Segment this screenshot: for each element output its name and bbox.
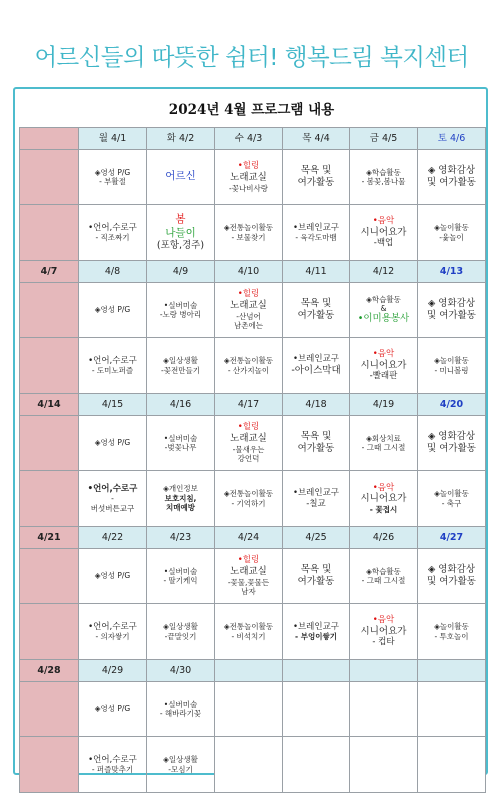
program-line: 및 여가활동 — [427, 576, 476, 587]
program-line: - 부엉이쌓기 — [295, 632, 337, 642]
program-line: •언어,수로구 — [88, 621, 137, 632]
program-cell — [350, 471, 418, 527]
day-header: 금 4/5 — [350, 128, 418, 150]
program-line: - 산가지놀이 — [227, 365, 270, 375]
program-line: 강언덕 — [237, 454, 260, 464]
program-cell — [79, 682, 147, 737]
program-cell — [418, 338, 486, 394]
program-line: -윷놀이 — [439, 232, 464, 242]
program-cell — [283, 549, 350, 604]
program-line: ◈놀이활동 — [434, 223, 469, 233]
program-line: 시니어요가 — [360, 359, 407, 371]
program-line: ◈영성 P/G — [94, 704, 131, 714]
program-line: •힐링 — [237, 289, 260, 300]
program-line: •실버미술 — [163, 699, 198, 709]
program-line: - 투호놀이 — [434, 631, 469, 641]
program-cell — [215, 737, 283, 793]
program-line: -끝말잇기 — [164, 631, 197, 641]
program-line: 버섯버튼교구 — [90, 503, 135, 513]
day-header: 4/27 — [418, 527, 486, 549]
program-line: ◈영성 P/G — [94, 438, 131, 448]
program-cell — [147, 150, 215, 205]
program-line: ◈학습활동 — [366, 167, 401, 177]
program-line: ◈전통놀이활동 — [223, 622, 274, 632]
schedule-table — [19, 127, 486, 793]
program-cell — [418, 737, 486, 793]
program-line: - 비석치기 — [231, 631, 266, 641]
program-line: 여가활동 — [297, 443, 335, 454]
program-line: ◈영성 P/G — [94, 571, 131, 581]
day-header: 4/22 — [79, 527, 147, 549]
program-cell — [147, 283, 215, 338]
program-line: •힐링 — [237, 161, 260, 172]
program-cell — [418, 416, 486, 471]
program-line: •실버미술 — [163, 566, 198, 576]
sunday-date: 4/7 — [20, 261, 79, 283]
program-cell — [215, 549, 283, 604]
program-line: 봄 — [175, 213, 186, 226]
program-cell — [350, 604, 418, 660]
program-cell — [418, 604, 486, 660]
program-line: 남촌에는 — [234, 321, 263, 331]
program-line: - 미니볼링 — [434, 365, 469, 375]
program-line: 목욕 및 — [300, 165, 332, 177]
program-cell — [350, 682, 418, 737]
program-cell — [350, 283, 418, 338]
side-cell — [20, 737, 79, 793]
day-header: 4/24 — [215, 527, 283, 549]
program-cell — [418, 549, 486, 604]
program-line: 노래교실 — [230, 433, 267, 444]
program-line: -꽃나비사랑 — [229, 183, 268, 193]
program-cell — [418, 471, 486, 527]
program-line: •언어,수로구 — [88, 754, 137, 765]
program-cell — [215, 283, 283, 338]
day-header: 4/13 — [418, 261, 486, 283]
morning-row — [20, 283, 486, 338]
program-line: 목욕 및 — [300, 564, 332, 576]
program-line: - 부활절 — [99, 177, 126, 186]
side-cell — [20, 205, 79, 261]
sunday-date — [20, 128, 79, 150]
program-line: ◈영성 P/G — [94, 167, 131, 177]
morning-row — [20, 150, 486, 205]
day-header: 4/20 — [418, 394, 486, 416]
day-header: 4/11 — [283, 261, 350, 283]
program-line: •음악 — [372, 482, 395, 493]
program-cell — [147, 416, 215, 471]
program-line: ◈전통놀이활동 — [223, 223, 274, 233]
program-line: -꽃물,꽃물든 — [227, 577, 270, 587]
program-line: •이미용봉사 — [357, 313, 410, 325]
program-line: 시니어요가 — [360, 493, 407, 505]
program-line: -빨래판 — [369, 371, 398, 382]
program-cell — [147, 338, 215, 394]
program-line: ◈전통놀이활동 — [223, 356, 274, 366]
program-cell — [147, 471, 215, 527]
day-header: 토 4/6 — [418, 128, 486, 150]
day-header: 4/9 — [147, 261, 215, 283]
program-line: -모심기 — [168, 764, 193, 774]
program-line: 여가활동 — [297, 576, 335, 587]
program-line: ◈회상치료 — [366, 433, 401, 443]
program-line: - 도미노퍼즐 — [91, 366, 134, 376]
day-header: 수 4/3 — [215, 128, 283, 150]
program-line: - 컵타 — [372, 637, 395, 648]
morning-row — [20, 682, 486, 737]
program-line: -노랑 병아리 — [159, 310, 202, 319]
program-line: - 보물찾기 — [231, 232, 266, 242]
program-line: ◈영성 P/G — [94, 305, 131, 315]
program-line: ◈놀이활동 — [434, 489, 469, 499]
side-cell — [20, 604, 79, 660]
program-line: - 육각도마뱀 — [295, 233, 337, 243]
program-cell — [147, 549, 215, 604]
program-line: ◈학습활동 — [366, 294, 401, 304]
afternoon-row — [20, 737, 486, 793]
sunday-date: 4/14 — [20, 394, 79, 416]
program-line: 노래교실 — [230, 566, 267, 577]
program-line: -꽃전만들기 — [161, 365, 200, 375]
program-line: -산넘어 — [236, 311, 261, 321]
program-cell — [283, 604, 350, 660]
morning-row — [20, 549, 486, 604]
program-cell — [147, 604, 215, 660]
program-cell — [79, 283, 147, 338]
afternoon-row — [20, 471, 486, 527]
program-line: 및 여가활동 — [427, 443, 476, 454]
sunday-date: 4/21 — [20, 527, 79, 549]
program-line: - 퍼즐맞추기 — [91, 765, 134, 775]
week-header-row — [20, 394, 486, 416]
program-line: -물새우는 — [232, 444, 265, 454]
program-line: 어르신 — [165, 170, 196, 183]
program-cell — [79, 150, 147, 205]
day-header: 4/15 — [79, 394, 147, 416]
program-line: -아이스막대 — [291, 364, 341, 376]
program-cell — [350, 205, 418, 261]
program-line: - 그때 그시절 — [361, 443, 406, 452]
program-line: 시니어요가 — [360, 625, 407, 637]
program-line: 목욕 및 — [300, 431, 332, 443]
side-cell — [20, 283, 79, 338]
day-header — [215, 660, 283, 682]
day-header: 월 4/1 — [79, 128, 147, 150]
program-line: •음악 — [372, 348, 395, 359]
day-header: 4/19 — [350, 394, 418, 416]
day-header: 4/8 — [79, 261, 147, 283]
program-cell — [215, 150, 283, 205]
program-line: -칠교 — [306, 498, 326, 509]
program-line: •언어,수로구 — [88, 355, 137, 366]
program-line: - 꽃접시 — [369, 505, 398, 515]
sunday-date: 4/28 — [20, 660, 79, 682]
day-header — [350, 660, 418, 682]
program-line: ◈ 영화감상 — [427, 165, 476, 177]
day-header: 4/30 — [147, 660, 215, 682]
program-cell — [79, 471, 147, 527]
side-cell — [20, 150, 79, 205]
program-cell — [79, 416, 147, 471]
program-cell — [283, 471, 350, 527]
day-header: 4/10 — [215, 261, 283, 283]
week-header-row — [20, 660, 486, 682]
program-cell — [283, 737, 350, 793]
program-line: ◈학습활동 — [366, 566, 401, 576]
program-line: ◈놀이활동 — [434, 622, 469, 632]
program-line: - 축구 — [441, 498, 462, 508]
program-cell — [147, 737, 215, 793]
program-line: - 직조짜기 — [95, 233, 130, 243]
program-cell — [283, 205, 350, 261]
week-header-row — [20, 261, 486, 283]
program-line: ◈놀이활동 — [434, 356, 469, 366]
program-cell — [418, 283, 486, 338]
program-line: •브레인교구 — [292, 621, 340, 632]
program-cell — [215, 471, 283, 527]
program-line: 노래교실 — [230, 171, 267, 183]
day-header: 화 4/2 — [147, 128, 215, 150]
side-cell — [20, 338, 79, 394]
day-header: 4/17 — [215, 394, 283, 416]
program-cell — [350, 416, 418, 471]
program-line: •힐링 — [237, 555, 260, 566]
program-line: •브레인교구 — [292, 222, 340, 233]
program-line: ◈ 영화감상 — [427, 564, 476, 576]
program-line: •실버미술 — [163, 433, 198, 443]
program-line: 및 여가활동 — [427, 177, 476, 188]
program-cell — [79, 604, 147, 660]
program-cell — [215, 338, 283, 394]
day-header — [283, 660, 350, 682]
program-cell — [147, 682, 215, 737]
schedule-subtitle: 2024년 4월 프로그램 내용 — [168, 102, 335, 118]
afternoon-row — [20, 205, 486, 261]
program-line: - 봄꽃,봄나물 — [361, 177, 406, 186]
program-line: •힐링 — [237, 422, 260, 433]
day-header: 4/26 — [350, 527, 418, 549]
program-cell — [418, 682, 486, 737]
program-line: •실버미술 — [163, 300, 198, 310]
program-cell — [79, 549, 147, 604]
program-cell — [350, 737, 418, 793]
program-cell — [350, 549, 418, 604]
program-line: -벚꽃나무 — [164, 443, 197, 452]
program-line: - 기억하기 — [231, 498, 266, 508]
afternoon-row — [20, 604, 486, 660]
program-cell — [283, 682, 350, 737]
program-cell — [350, 338, 418, 394]
program-line: 남자 — [241, 587, 256, 597]
program-cell — [418, 150, 486, 205]
program-line: ◈개인정보 — [163, 484, 198, 494]
program-cell — [283, 338, 350, 394]
day-header: 4/16 — [147, 394, 215, 416]
side-cell — [20, 416, 79, 471]
program-cell — [79, 205, 147, 261]
program-line: 나들이 — [165, 226, 196, 239]
day-header: 목 4/4 — [283, 128, 350, 150]
program-cell — [79, 338, 147, 394]
program-line: ◈일상생활 — [163, 622, 198, 632]
program-line: & — [380, 304, 387, 314]
day-header: 4/12 — [350, 261, 418, 283]
morning-row — [20, 416, 486, 471]
program-line: 시니어요가 — [360, 226, 407, 238]
program-cell — [283, 283, 350, 338]
week-header-row — [20, 527, 486, 549]
program-line: 및 여가활동 — [427, 310, 476, 321]
program-cell — [283, 150, 350, 205]
program-line: •언어,수로구 — [88, 222, 137, 233]
program-line: 노래교실 — [230, 300, 267, 311]
program-line: ◈일상생활 — [163, 755, 198, 765]
program-cell — [79, 737, 147, 793]
program-line: 보호지침, — [164, 493, 197, 503]
side-cell — [20, 682, 79, 737]
program-cell — [215, 604, 283, 660]
program-cell — [350, 150, 418, 205]
program-cell — [215, 682, 283, 737]
program-line: - 해바라기꽃 — [159, 709, 202, 718]
program-line: 치매예방 — [166, 503, 195, 513]
program-cell — [215, 205, 283, 261]
program-line: •음악 — [372, 614, 395, 625]
program-cell — [418, 205, 486, 261]
program-line: ◈일상생활 — [163, 356, 198, 366]
day-header: 4/29 — [79, 660, 147, 682]
day-header: 4/25 — [283, 527, 350, 549]
program-line: •음악 — [372, 215, 395, 226]
week-header-row — [20, 128, 486, 150]
program-line: ◈ 영화감상 — [427, 431, 476, 443]
day-header: 4/23 — [147, 527, 215, 549]
program-line: (포항,경주) — [156, 239, 205, 251]
afternoon-row — [20, 338, 486, 394]
program-line: 여가활동 — [297, 177, 335, 188]
program-cell — [147, 205, 215, 261]
side-cell — [20, 549, 79, 604]
program-line: •언어,수로구 — [87, 483, 138, 494]
day-header: 4/18 — [283, 394, 350, 416]
program-line: - 딸기케익 — [163, 576, 198, 585]
side-cell — [20, 471, 79, 527]
program-cell — [215, 416, 283, 471]
program-line: •브레인교구 — [292, 354, 340, 365]
program-line: - — [111, 494, 114, 504]
day-header — [418, 660, 486, 682]
program-line: ◈ 영화감상 — [427, 298, 476, 310]
program-line: - 의자쌓기 — [95, 632, 130, 642]
program-line: 목욕 및 — [300, 298, 332, 310]
page-title: 어르신들의 따뜻한 쉼터! 행복드림 복지센터 — [34, 43, 469, 71]
program-line: ◈전통놀이활동 — [223, 489, 274, 499]
program-line: 여가활동 — [297, 310, 335, 321]
program-line: - 그때 그시절 — [361, 576, 406, 585]
program-line: •브레인교구 — [292, 487, 340, 498]
program-cell — [283, 416, 350, 471]
program-line: -백업 — [373, 238, 394, 249]
